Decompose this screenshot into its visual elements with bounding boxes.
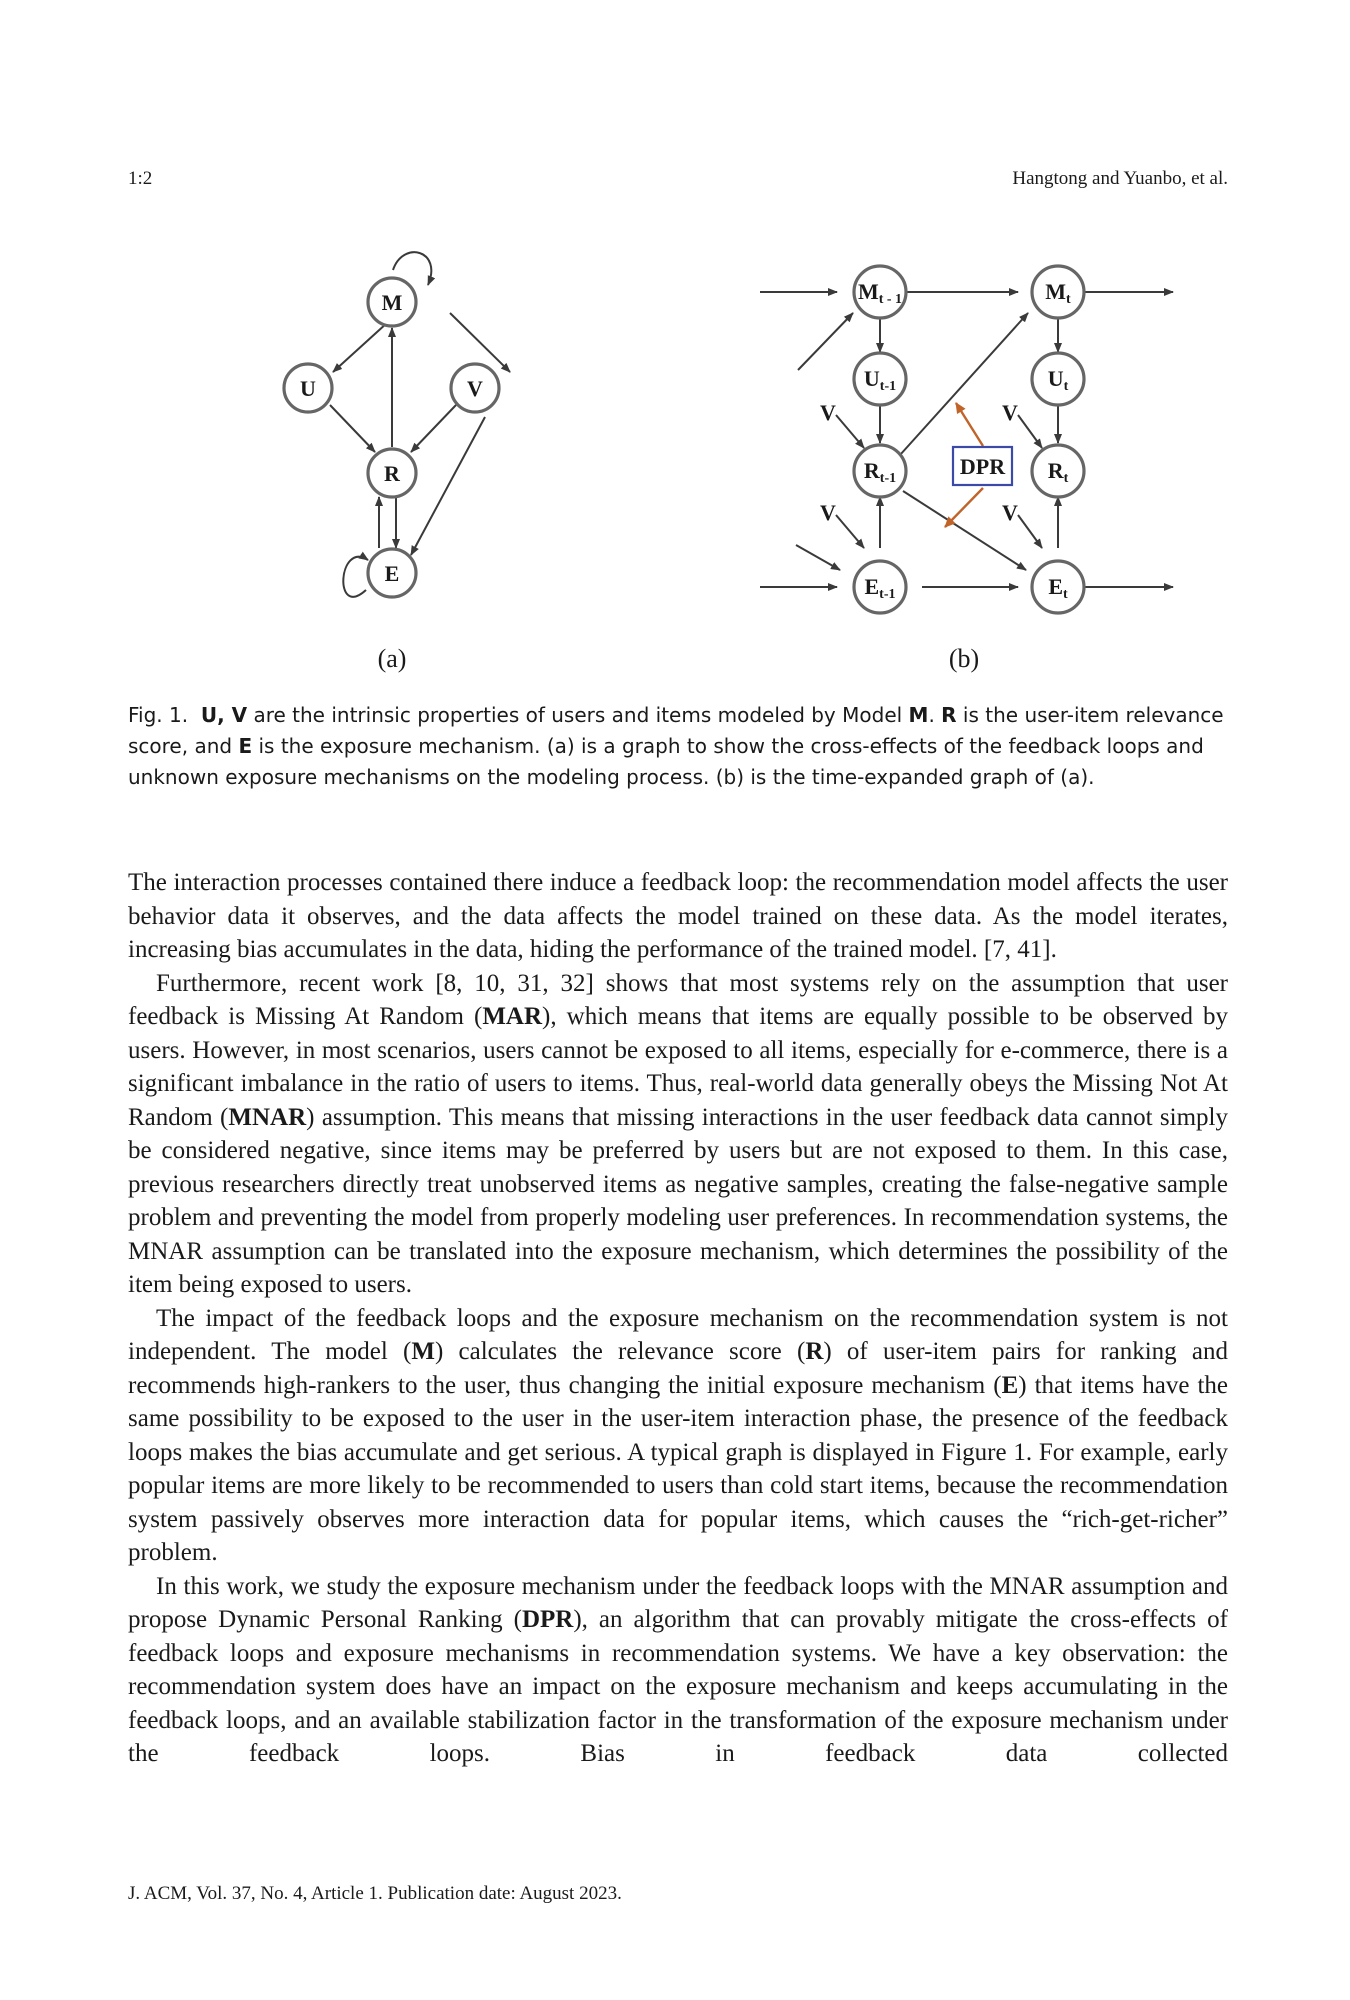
page-footer: J. ACM, Vol. 37, No. 4, Article 1. Publication date: August 2023. xyxy=(128,1883,622,1904)
edge-rprev-mt xyxy=(900,313,1028,455)
node-m-prev-label: Mt - 1 xyxy=(857,279,903,307)
subcaption-b: (b) xyxy=(948,644,980,673)
edge-v-r xyxy=(411,405,456,452)
edge-label-v-3: V xyxy=(1002,400,1018,425)
node-e-prev-label: Et-1 xyxy=(864,574,896,602)
paragraph-3: The impact of the feedback loops and the exposure mechanism on the recommendation system is not independent. The model (M) calculates the relevance score (R) of user-item pairs for ranking and recommends high-rankers to the user, thus changing the initial exposure mechanism (E) that items have the same possibility to be exposed to the user in the user-item interaction phase, the presence of the feedback loops makes the bias accumulate and get serious. A typical graph is displayed in Figure 1. For example, early popular items are more likely to be recommended to users than cold start items, because the recommendation system passively observes more interaction data for popular items, which causes the “rich-get-richer” problem. xyxy=(128,1304,1228,1566)
edge-label-v-2: V xyxy=(820,500,836,525)
edge-label-v-1: V xyxy=(820,400,836,425)
paragraph-4: In this work, we study the exposure mechanism under the feedback loops with the MNAR assumption and propose Dynamic Personal Ranking (DPR), an algorithm that can provably mitigate the cross-effects of feedback loops and exposure mechanisms in recommendation systems. We have a key observation: the recommendation system does have an impact on the exposure mechanism and keeps accumulating in the feedback loops, and an available stabilization factor in the transformation of the exposure mechanism under the feedback loops. Bias in feedback data collected xyxy=(128,1572,1228,1767)
page-number: 1:2 xyxy=(128,168,153,189)
node-v-label: V xyxy=(467,376,483,401)
edge-v-eprev xyxy=(836,515,864,548)
node-r-prev-label: Rt-1 xyxy=(863,458,897,486)
edge-v-et xyxy=(1018,515,1042,548)
node-u-prev-label: Ut-1 xyxy=(863,366,897,394)
node-e-label: E xyxy=(384,561,400,586)
edge-v-rt xyxy=(1018,415,1042,448)
graph-b-edges xyxy=(760,292,1173,587)
edge-v-rprev xyxy=(836,415,864,448)
dpr-arrow-up xyxy=(956,403,983,446)
node-m-label: M xyxy=(381,290,403,315)
figure-1-graphs xyxy=(128,235,1228,685)
running-header xyxy=(128,168,1228,196)
node-u-t-label: Ut xyxy=(1047,366,1069,394)
node-u-label: U xyxy=(300,376,316,401)
dpr-arrow-down xyxy=(945,488,983,527)
body-text xyxy=(128,866,1228,1771)
edge-v-e xyxy=(411,417,485,555)
figure-1 xyxy=(128,235,1228,685)
caption-bold-e: E xyxy=(238,734,253,758)
figure-caption: Fig. 1. U, V are the intrinsic properties of users and items modeled by Model M. R is the user-item relevance score, and E is the exposure mechanism. (a) is a graph to show the cross-effects of the feedback loops and unknown exposure mechanisms on the modeling process. (b) is the time-expanded graph of (a). xyxy=(128,703,1224,789)
graph-a xyxy=(330,252,510,597)
subcaption-a: (a) xyxy=(377,644,407,673)
graph-b-nodes xyxy=(854,266,1084,613)
header-authors: Hangtong and Yuanbo, et al. xyxy=(1012,168,1228,189)
caption-prefix: Fig. 1. xyxy=(128,703,189,727)
caption-bold-r: R xyxy=(941,703,957,727)
edge-u-r xyxy=(330,405,375,452)
node-e-t-label: Et xyxy=(1048,574,1068,602)
caption-bold-m: M xyxy=(908,703,929,727)
edge-e-self-loop xyxy=(343,557,368,597)
paragraph-1: The interaction processes contained there induce a feedback loop: the recommendation model affects the user behavior data it observes, and the data affects the model trained on these data. As the model iterates, increasing bias accumulates in the data, hiding the performance of the trained model. [7, 41]. xyxy=(128,869,1228,963)
node-m-t-label: Mt xyxy=(1045,279,1071,307)
caption-bold-uv: U, V xyxy=(200,703,248,727)
node-r-label: R xyxy=(384,461,400,486)
dpr-box-label: DPR xyxy=(959,454,1006,479)
edge-diag-in-mprev xyxy=(798,313,853,370)
edge-label-v-4: V xyxy=(1002,500,1018,525)
edge-diag-in-eprev xyxy=(796,545,840,570)
paragraph-2: Furthermore, recent work [8, 10, 31, 32] shows that most systems rely on the assumption that user feedback is Missing At Random (MAR), which means that items are equally possible to be observed by users. However, in most scenarios, users cannot be exposed to all items, especially for e-commerce, there is a significant imbalance in the ratio of users to items. Thus, real-world data generally obeys the Missing Not At Random (MNAR) assumption. This means that missing interactions in the user feedback data cannot simply be considered negative, since items may be preferred by users but are not exposed to them. In this case, previous researchers directly treat unobserved items as negative samples, creating the false-negative sample problem and preventing the model from properly modeling user preferences. In recommendation systems, the MNAR assumption can be translated into the exposure mechanism, which determines the possibility of the item being exposed to users. xyxy=(128,969,1228,1298)
node-r-t-label: Rt xyxy=(1047,458,1069,486)
